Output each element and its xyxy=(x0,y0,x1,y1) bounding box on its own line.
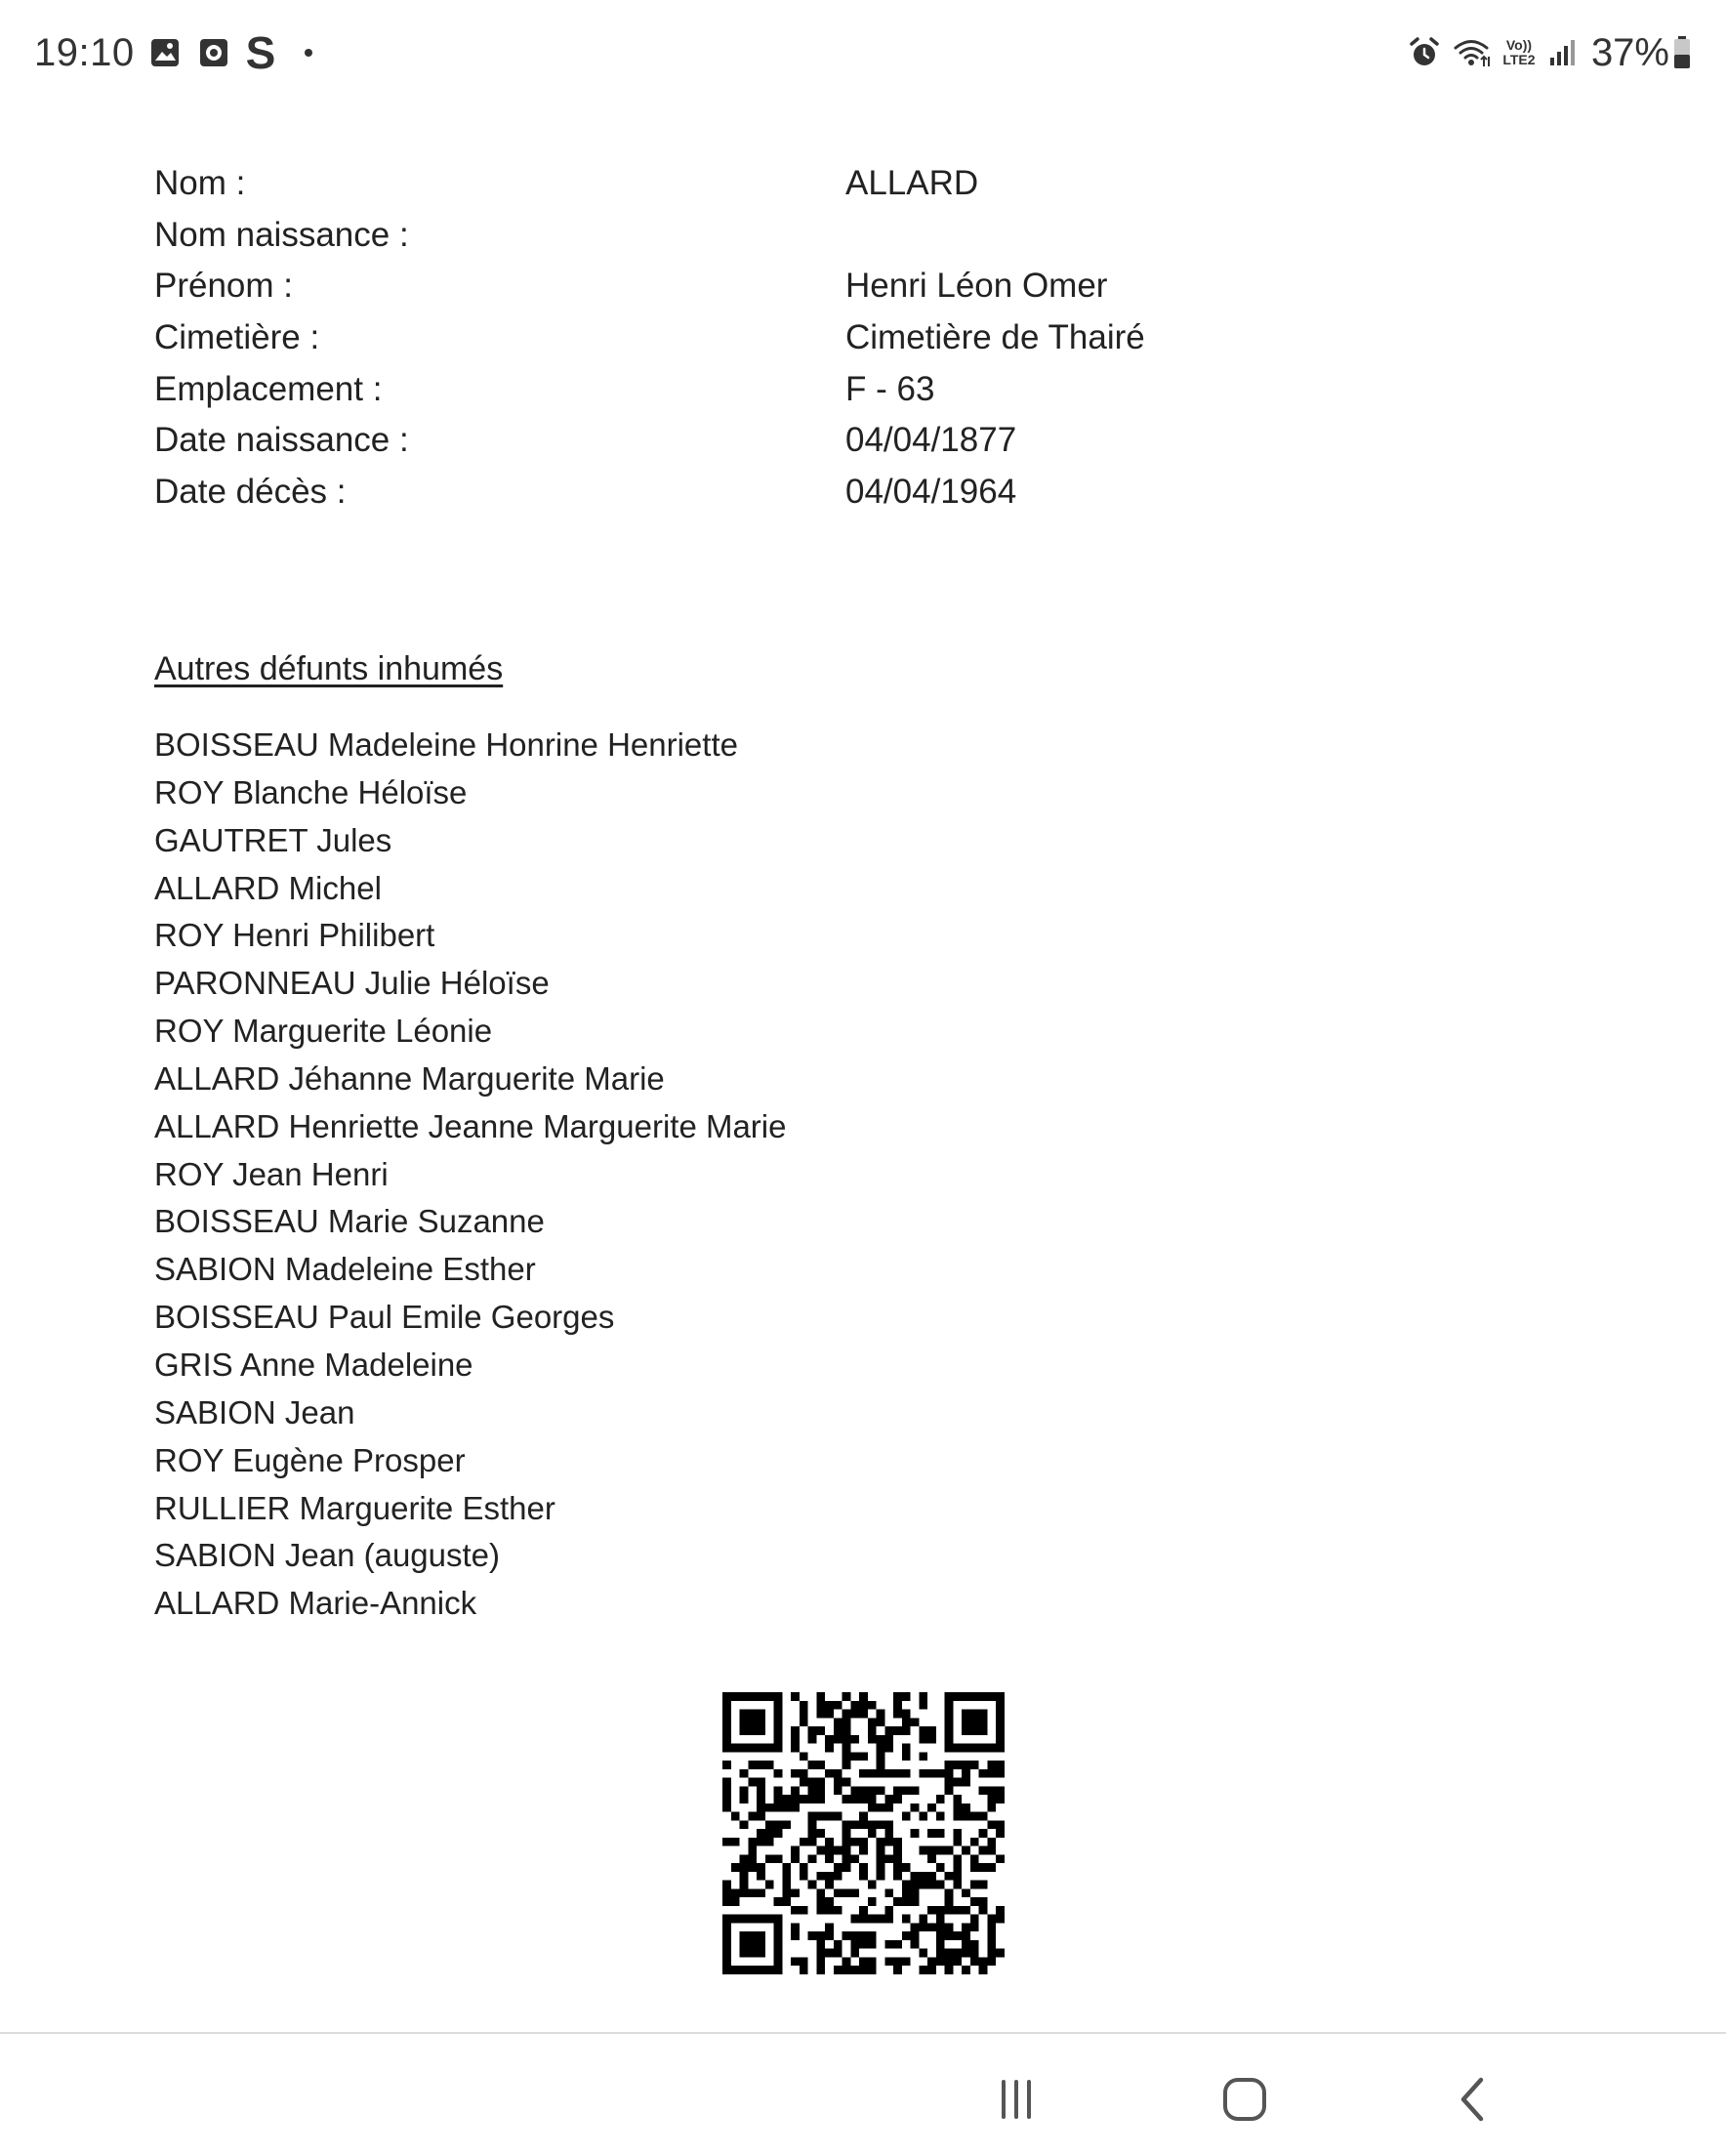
list-item: ROY Henri Philibert xyxy=(154,917,435,954)
others-section-title: Autres défunts inhumés xyxy=(154,650,504,687)
qr-code-icon xyxy=(722,1692,1005,1974)
battery-percent: 37% xyxy=(1590,30,1669,74)
alarm-icon xyxy=(1408,36,1441,69)
field-label: Nom naissance : xyxy=(154,215,409,254)
status-right xyxy=(1392,27,1691,78)
recent-apps-icon xyxy=(995,2078,1038,2126)
status-time: 19:10 xyxy=(34,30,135,74)
field-label: Emplacement : xyxy=(154,369,383,408)
list-item: BOISSEAU Paul Emile Georges xyxy=(154,1299,615,1336)
back-button[interactable] xyxy=(1439,2067,1507,2135)
list-item: ROY Jean Henri xyxy=(154,1155,389,1192)
s-app-icon: S xyxy=(245,27,276,78)
list-item: ALLARD Jéhanne Marguerite Marie xyxy=(154,1059,665,1097)
field-label: Nom : xyxy=(154,164,246,202)
list-item: ROY Marguerite Léonie xyxy=(154,1013,493,1050)
field-label: Date décès : xyxy=(154,473,347,512)
field-label: Prénom : xyxy=(154,267,293,306)
list-item: ROY Eugène Prosper xyxy=(154,1441,466,1478)
nav-bar xyxy=(0,2034,1726,2156)
list-item: BOISSEAU Madeleine Honrine Henriette xyxy=(154,726,738,763)
home-button[interactable] xyxy=(1211,2067,1279,2135)
list-item: ALLARD Henriette Jeanne Marguerite Marie xyxy=(154,1107,787,1144)
list-item: SABION Jean (auguste) xyxy=(154,1537,501,1574)
field-value: F - 63 xyxy=(845,369,935,408)
list-item: ALLARD Michel xyxy=(154,869,382,906)
list-item: GAUTRET Jules xyxy=(154,821,392,858)
home-icon xyxy=(1221,2076,1268,2128)
others-list xyxy=(154,722,786,1628)
gallery-icon xyxy=(150,38,180,67)
list-item: SABION Jean xyxy=(154,1393,355,1430)
field-value: Henri Léon Omer xyxy=(845,267,1108,306)
field-value: ALLARD xyxy=(845,164,979,202)
status-bar xyxy=(0,0,1726,105)
recent-apps-button[interactable] xyxy=(982,2067,1050,2135)
field-label: Date naissance : xyxy=(154,421,409,460)
field-value: 04/04/1964 xyxy=(845,473,1017,512)
screen-recorder-icon xyxy=(199,38,228,67)
status-left xyxy=(34,27,312,78)
list-item: ROY Blanche Héloïse xyxy=(154,773,468,810)
back-icon xyxy=(1454,2076,1493,2128)
battery-icon xyxy=(1673,36,1691,69)
list-item: RULLIER Marguerite Esther xyxy=(154,1489,555,1526)
notification-dot-icon xyxy=(305,49,312,57)
list-item: BOISSEAU Marie Suzanne xyxy=(154,1203,545,1240)
list-item: ALLARD Marie-Annick xyxy=(154,1585,477,1622)
field-value: 04/04/1877 xyxy=(845,421,1017,460)
wifi-icon xyxy=(1453,37,1492,68)
list-item: GRIS Anne Madeleine xyxy=(154,1346,473,1383)
list-item: SABION Madeleine Esther xyxy=(154,1251,536,1288)
volte-icon: Vo)) LTE2 xyxy=(1502,37,1536,67)
list-item: PARONNEAU Julie Héloïse xyxy=(154,965,550,1002)
field-value: Cimetière de Thairé xyxy=(845,318,1145,357)
signal-icon xyxy=(1548,38,1578,67)
field-label: Cimetière : xyxy=(154,318,320,357)
